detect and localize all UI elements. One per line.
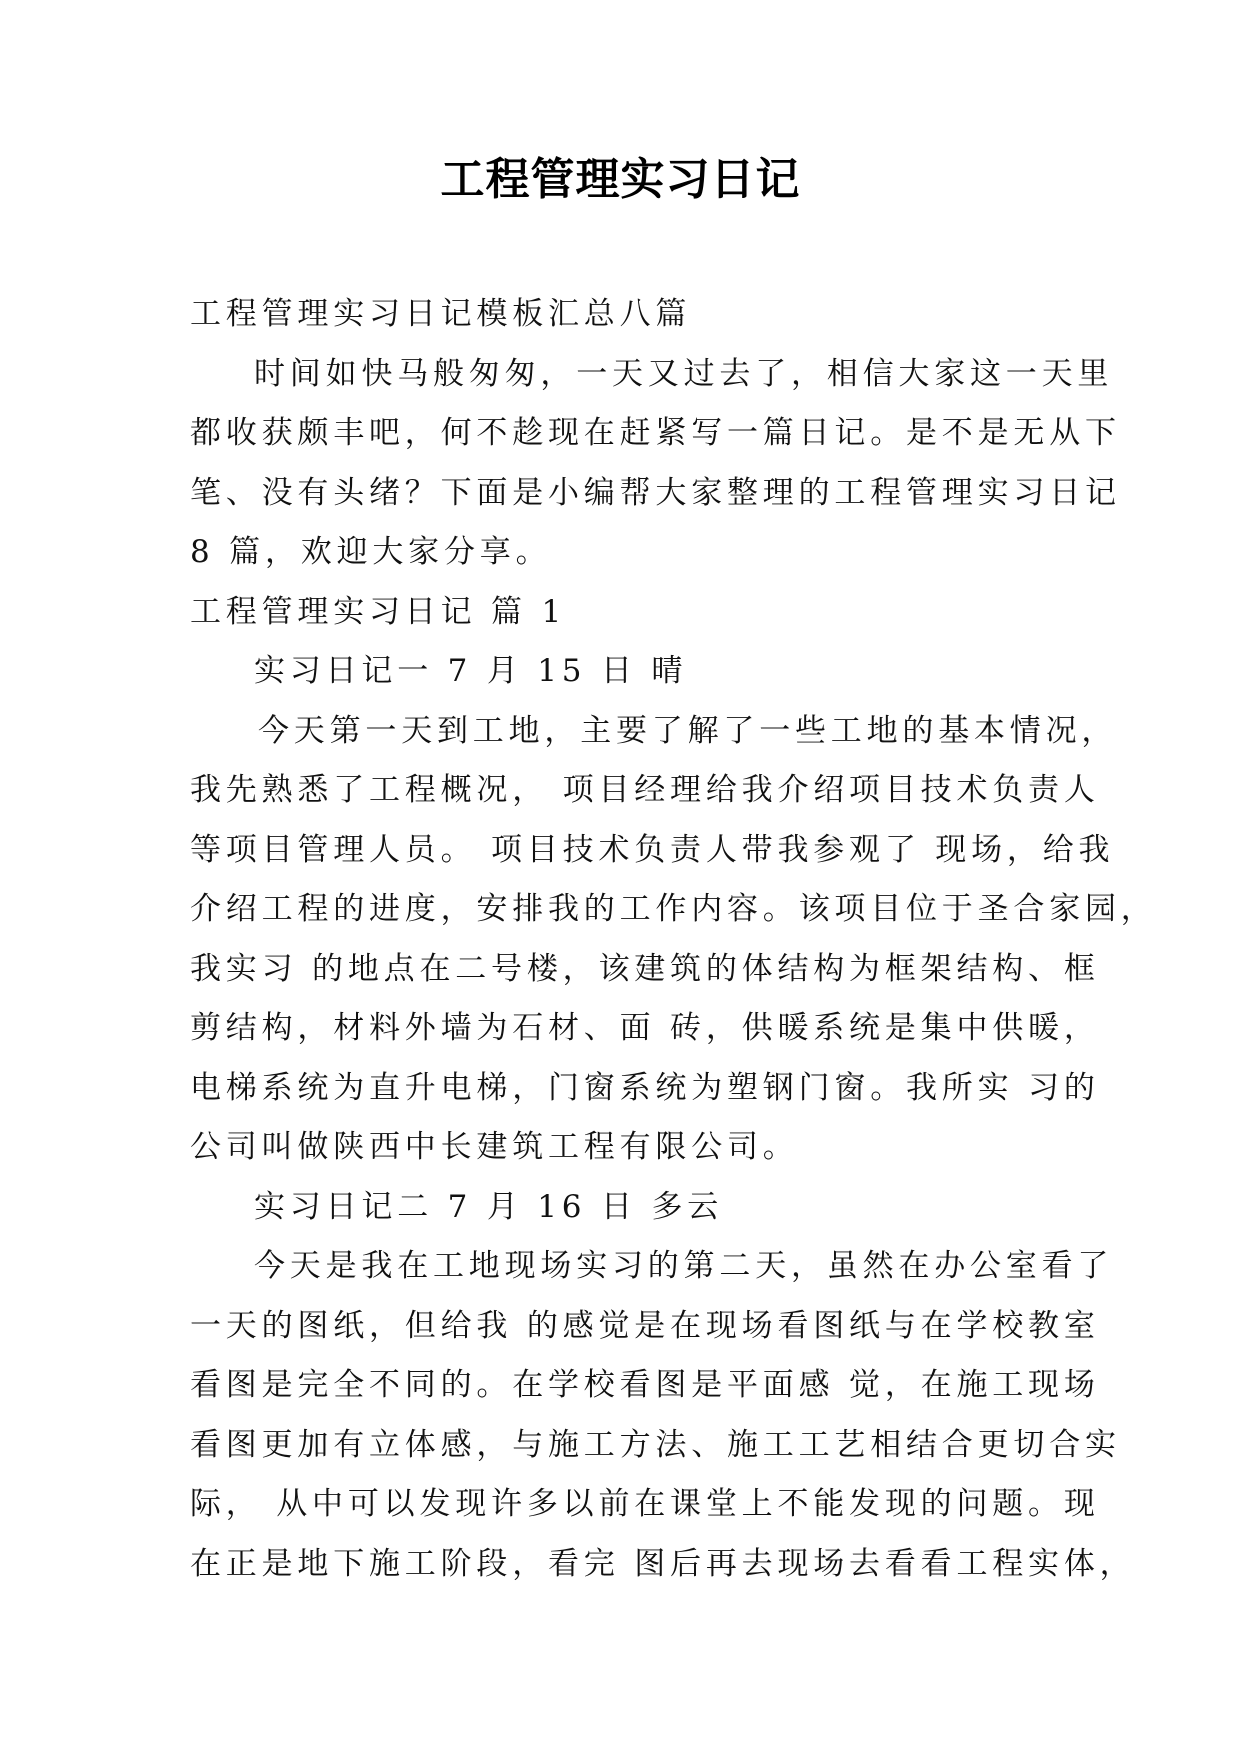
paragraph-line: 介绍工程的进度，安排我的工作内容。该项目位于圣合家园， (190, 891, 1157, 927)
paragraph-line: 看图更加有立体感，与施工方法、施工工艺相结合更切合实 (190, 1426, 1121, 1463)
paragraph-line: 一天的图纸，但给我 的感觉是在现场看图纸与在学校教室 (190, 1307, 1100, 1344)
document-title: 工程管理实习日记 (440, 154, 801, 205)
section-heading: 工程管理实习日记 篇 1 (190, 593, 567, 630)
paragraph-line: 在正是地下施工阶段，看完 图后再去现场去看看工程实体， (190, 1545, 1136, 1582)
document-body (190, 285, 1157, 1594)
paragraph-line: 公司叫做陕西中长建筑工程有限公司。 (190, 1129, 799, 1165)
paragraph-line: 我实习 的地点在二号楼，该建筑的体结构为框架结构、框 (190, 950, 1100, 987)
paragraph-line: 际， 从中可以发现许多以前在课堂上不能发现的问题。现 (190, 1486, 1100, 1522)
paragraph-line: 时间如快马般匆匆，一天又过去了，相信大家这一天里 (254, 355, 1114, 392)
paragraph-line: 剪结构，材料外墙为石材、面 砖，供暖系统是集中供暖， (190, 1010, 1100, 1046)
paragraph-line: 今天第一天到工地，主要了解了一些工地的基本情况， (258, 712, 1118, 749)
paragraph-line: 电梯系统为直升电梯，门窗系统为塑钢门窗。我所实 习的 (190, 1069, 1100, 1106)
diary-entry-heading: 实习日记二 7 月 16 日 多云 (254, 1188, 724, 1225)
paragraph-line: 8 篇，欢迎大家分享。 (190, 534, 552, 570)
paragraph-line: 笔、没有头绪？下面是小编帮大家整理的工程管理实习日记 (190, 474, 1121, 511)
subtitle-line: 工程管理实习日记模板汇总八篇 (190, 296, 692, 332)
paragraph-line: 等项目管理人员。 项目技术负责人带我参观了 现场，给我 (190, 831, 1115, 868)
paragraph-line: 今天是我在工地现场实习的第二天，虽然在办公室看了 (254, 1248, 1114, 1284)
diary-entry-heading: 实习日记一 7 月 15 日 晴 (254, 653, 688, 689)
paragraph-line: 我先熟悉了工程概况， 项目经理给我介绍项目技术负责人 (190, 772, 1100, 808)
paragraph-line: 都收获颇丰吧，何不趁现在赶紧写一篇日记。是不是无从下 (190, 415, 1121, 451)
paragraph-line: 看图是完全不同的。在学校看图是平面感 觉，在施工现场 (190, 1367, 1100, 1403)
